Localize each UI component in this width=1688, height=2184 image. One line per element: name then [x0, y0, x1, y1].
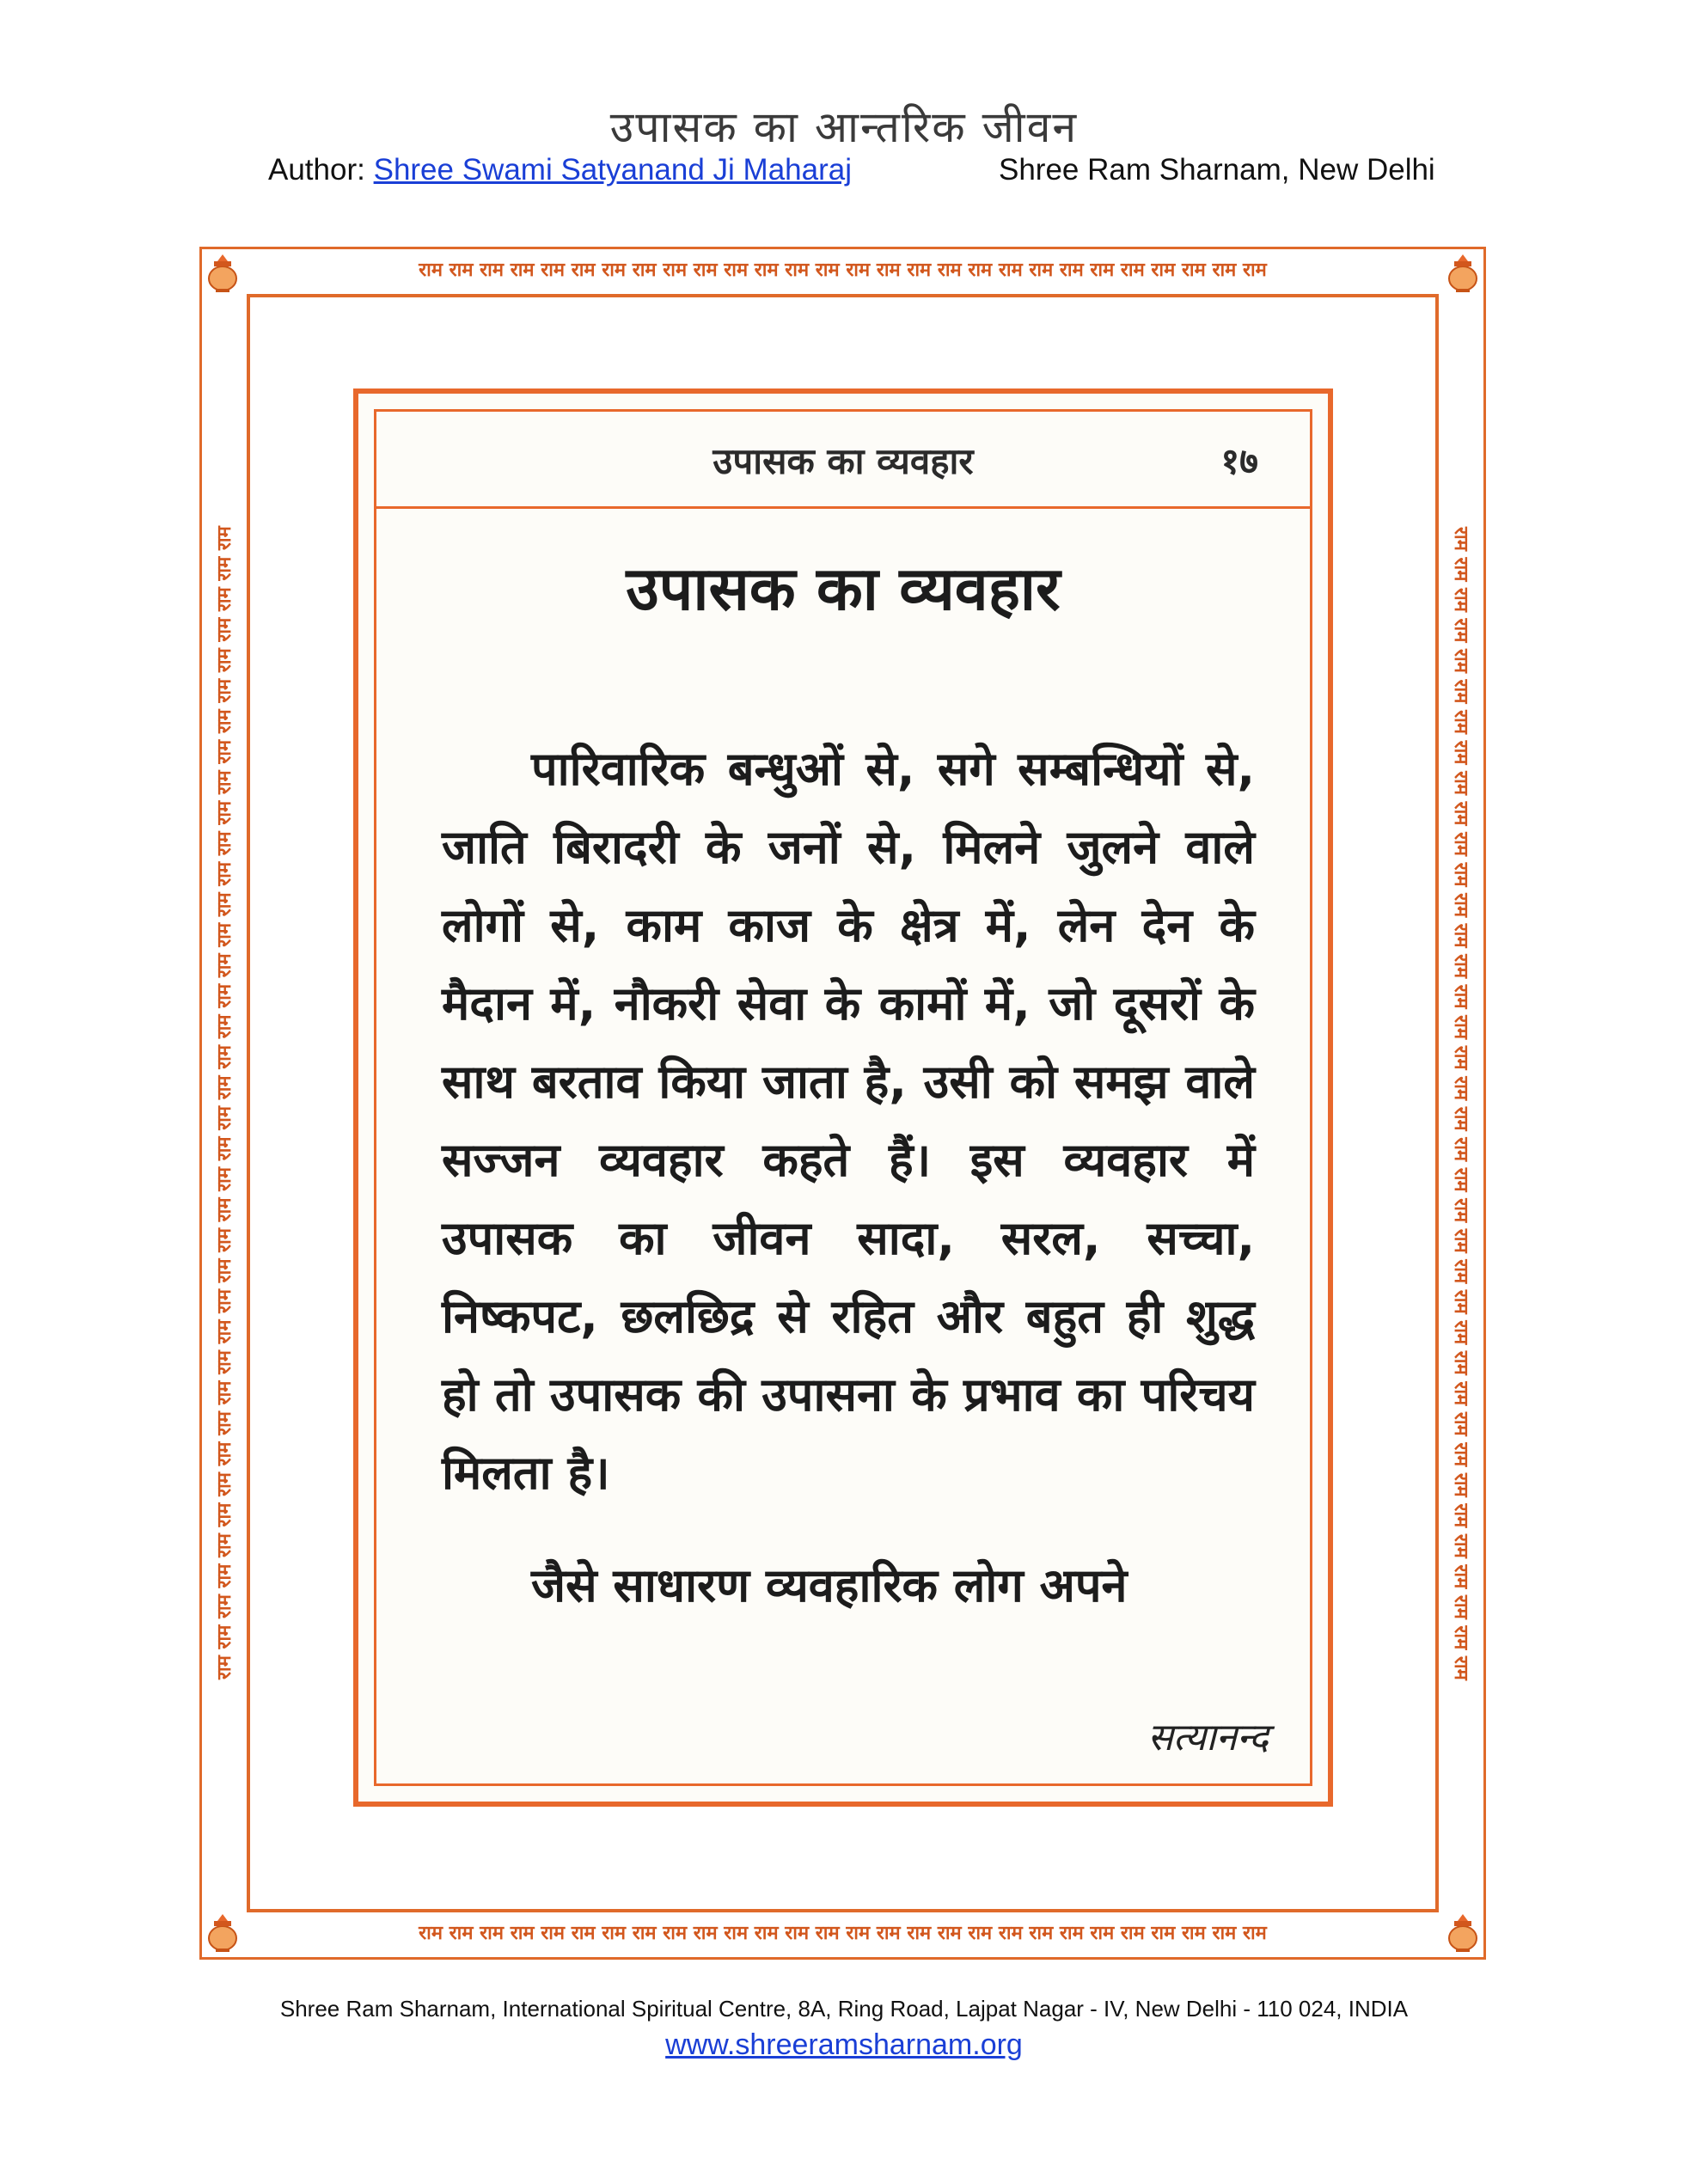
document-title: उपासक का आन्तरिक जीवन [609, 102, 1079, 152]
kalash-icon [204, 253, 242, 294]
author-link[interactable]: Shree Swami Satyanand Ji Maharaj [373, 153, 852, 187]
kalash-icon [1444, 1912, 1482, 1954]
ram-border-bottom: राम राम राम राम राम राम राम राम राम राम राम राम राम राम राम राम राम राम राम राम राम राम राम राम राम राम राम राम [419, 1923, 1267, 1944]
paragraph: पारिवारिक बन्धुओं से, सगे सम्बन्धियों से, जाति बिरादरी के जनों से, मिलने जुलने वाले लोगों से, काम काज के क्षेत्र में, लेन देन के मैदान में, नौकरी सेवा के कामों में, जो दूसरों के साथ बरताव किया जाता है, उसी को समझ वाले सज्जन व्यवहार कहते हैं। इस व्यवहार में उपासक का जीवन सादा, सरल, सच्चा, निष्कपट, छलछिद्र से रहित और बहुत ही शुद्ध हो तो उपासक की उपासना के प्रभाव का परिचय मिलता है। [442, 742, 1255, 1500]
footer-website [0, 2028, 1688, 2062]
chapter-title: उपासक का व्यवहार [626, 554, 1061, 624]
ram-border-right: राम राम राम राम राम राम राम राम राम राम राम राम राम राम राम राम राम राम राम राम राम राम राम राम राम राम राम राम राम राम राम राम राम राम राम राम राम राम [1450, 526, 1471, 1680]
kalash-icon [1444, 253, 1482, 294]
meta-row [0, 153, 1688, 194]
ram-border-left: राम राम राम राम राम राम राम राम राम राम राम राम राम राम राम राम राम राम राम राम राम राम राम राम राम राम राम राम राम राम राम राम राम राम राम राम राम राम [214, 526, 235, 1680]
ram-border-top: राम राम राम राम राम राम राम राम राम राम राम राम राम राम राम राम राम राम राम राम राम राम राम राम राम राम राम राम [419, 260, 1267, 281]
author-label: Author: [268, 153, 365, 187]
organization-name: Shree Ram Sharnam, New Delhi [999, 153, 1435, 187]
body-text [442, 730, 1255, 1624]
footer-address: Shree Ram Sharnam, International Spiritual Centre, 8A, Ring Road, Lajpat Nagar - IV, New Delhi - 110 024, INDIA [279, 1996, 1409, 2022]
website-link[interactable]: www.shreeramsharnam.org [665, 2028, 1023, 2061]
book-page-scan [353, 388, 1333, 1807]
running-title: उपासक का व्यवहार [713, 440, 974, 482]
kalash-icon [204, 1912, 242, 1954]
page-number: १७ [1220, 440, 1258, 482]
running-header [376, 412, 1310, 509]
paragraph: जैसे साधारण व्यवहारिक लोग अपने [531, 1558, 1128, 1612]
signature: सत्यानन्द [1147, 1716, 1269, 1759]
author-line [268, 153, 852, 187]
book-page-inner-border [374, 409, 1312, 1786]
